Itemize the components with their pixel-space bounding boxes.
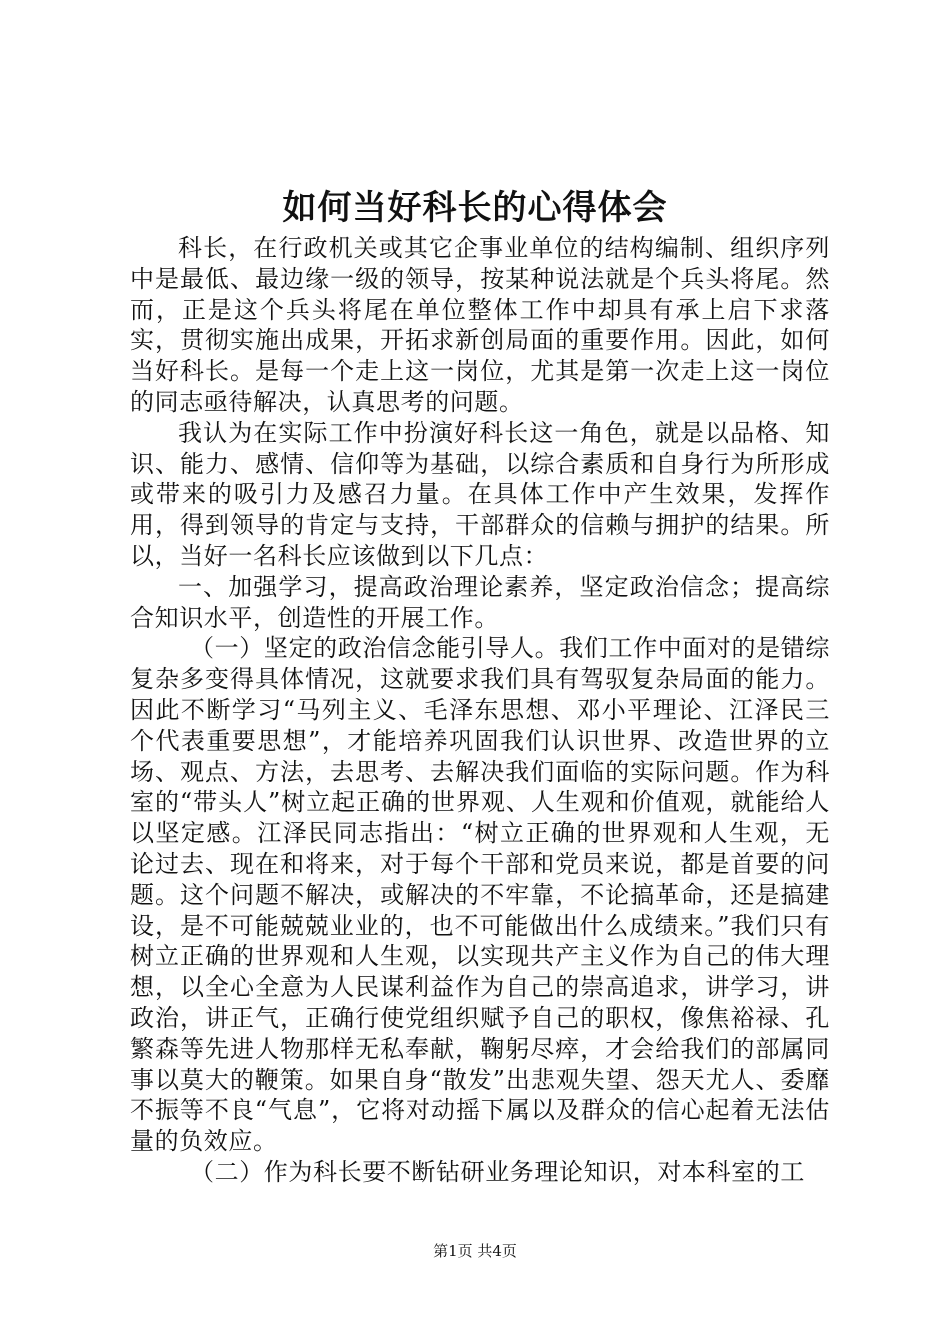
- document-title: 如何当好科长的心得体会: [282, 188, 668, 228]
- section-heading-1: 一、加强学习，提高政治理论素养，坚定政治信念；提高综合知识水平，创造性的开展工作。: [130, 572, 830, 632]
- subsection-1: （一）坚定的政治信念能引导人。我们工作中面对的是错综复杂多变得具体情况，这就要求我们具有驾驭复杂局面的能力。因此不断学习“马列主义、毛泽东思想、邓小平理论、江泽民三个代表重要思想”，才能培养巩固我们认识世界、改造世界的立场、观点、方法，去思考、去解决我们面临的实际问题。作为科室的“带头人”树立起正确的世界观、人生观和价值观，就能给人以坚定感。江泽民同志指出：“树立正确的世界观和人生观，无论过去、现在和将来，对于每个干部和党员来说，都是首要的问题。这个问题不解决，或解决的不牢靠，不论搞革命，还是搞建设，是不可能兢兢业业的，也不可能做出什么成绩来。”我们只有树立正确的世界观和人生观，以实现共产主义作为自己的伟大理想，以全心全意为人民谋利益作为自己的崇高追求，讲学习，讲政治，讲正气，正确行使党组织赋予自己的职权，像焦裕禄、孔繁森等先进人物那样无私奉献，鞠躬尽瘁，才会给我们的部属同事以莫大的鞭策。如果自身“散发”出悲观失望、怨天尤人、委靡不振等不良“气息”，它将对动摇下属以及群众的信心起着无法估量的负效应。: [130, 634, 830, 1156]
- page-number-footer: 第1页 共4页: [433, 1242, 517, 1260]
- subsection-2: （二）作为科长要不断钻研业务理论知识，对本科室的工: [190, 1157, 805, 1186]
- paragraph-intro: 科长，在行政机关或其它企事业单位的结构编制、组织序列中是最低、最边缘一级的领导，按某种说法就是个兵头将尾。然而，正是这个兵头将尾在单位整体工作中却具有承上启下求落实，贯彻实施出成果，开拓求新创局面的重要作用。因此，如何当好科长。是每一个走上这一岗位，尤其是第一次走上这一岗位的同志亟待解决，认真思考的问题。: [130, 234, 830, 416]
- paragraph-opinion: 我认为在实际工作中扮演好科长这一角色，就是以品格、知识、能力、感情、信仰等为基础，以综合素质和自身行为所形成或带来的吸引力及感召力量。在具体工作中产生效果，发挥作用，得到领导的肯定与支持，干部群众的信赖与拥护的结果。所以，当好一名科长应该做到以下几点：: [130, 418, 830, 570]
- document-body: [130, 233, 830, 1188]
